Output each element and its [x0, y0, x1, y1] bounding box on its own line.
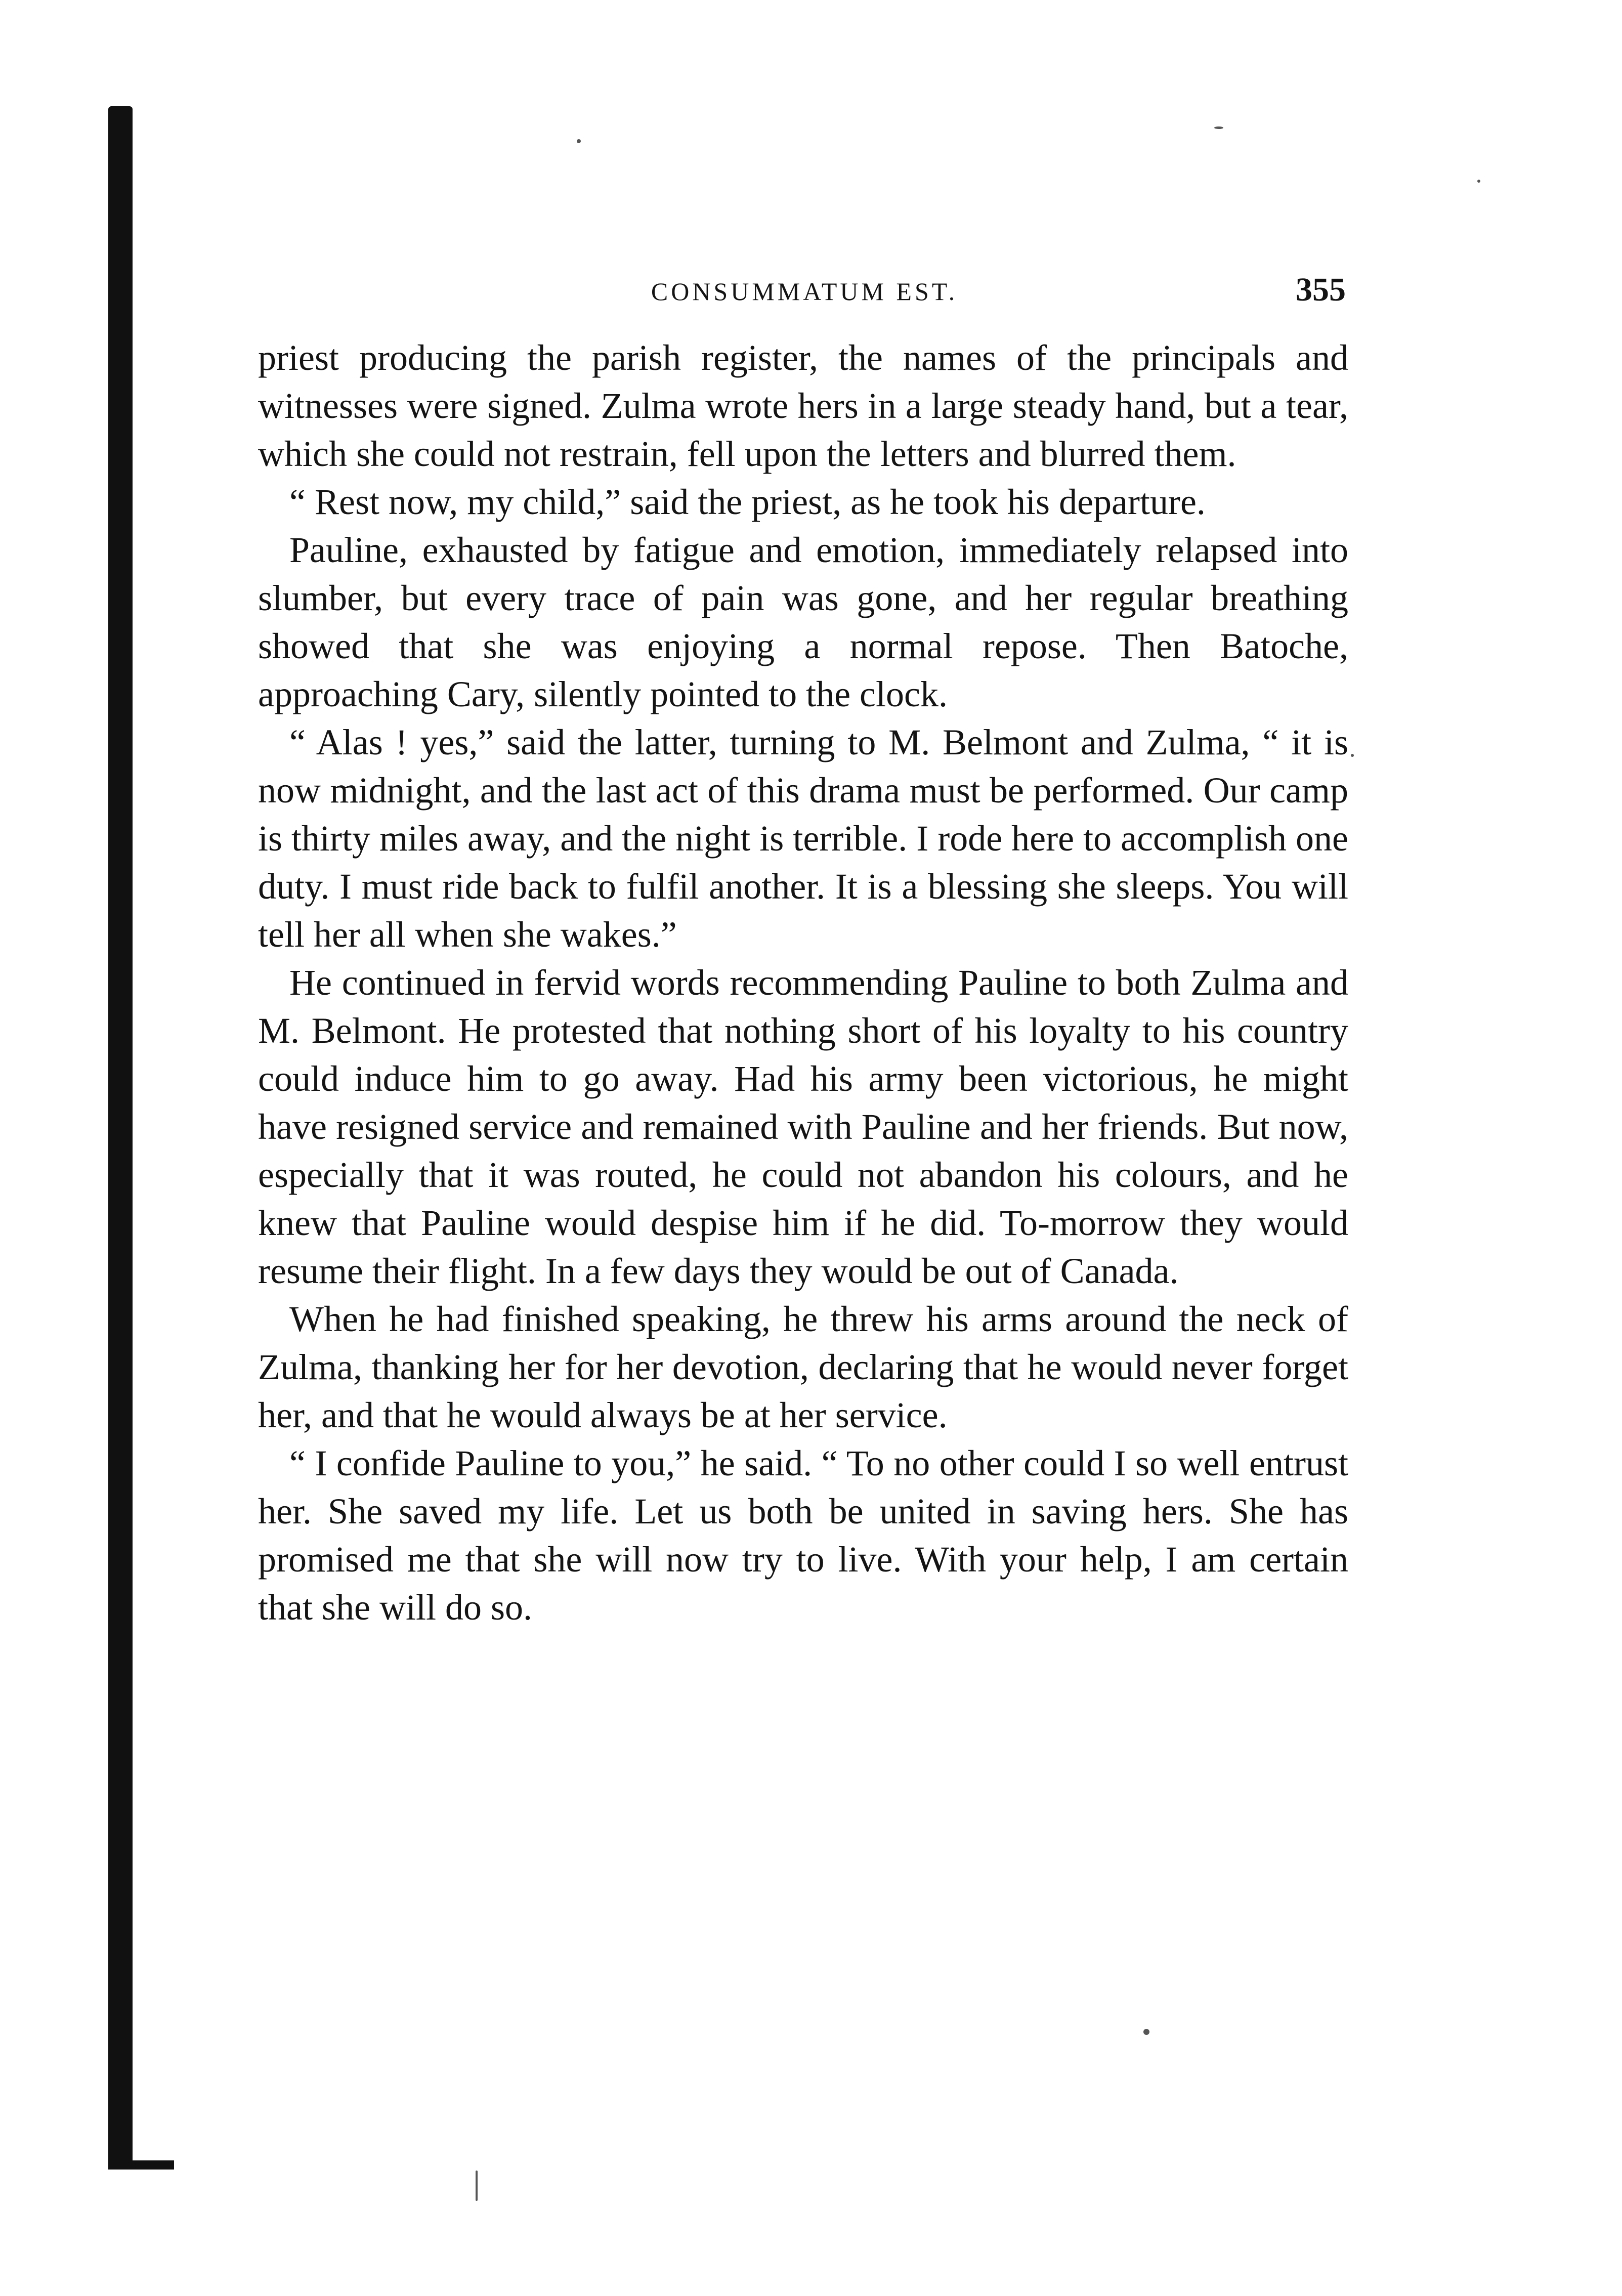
- paragraph-5: He continued in fervid words recommending Pauline to both Zulma and M. Belmont. He protested that nothing short of his loyalty to his country could induce him to go away. Had his army been victorious, he might have resigned service and remained with Pauline and her friends. But now, especially that it was routed, he could not abandon his colours, and he knew that Pauline would despise him if he did. To-morrow they would resume their flight. In a few days they would be out of Canada.: [258, 962, 1348, 1291]
- scan-speck: [1143, 2029, 1149, 2035]
- scan-speck: [577, 139, 581, 143]
- paragraph-3: Pauline, exhausted by fatigue and emotion, immediately relapsed into slumber, but every trace of pain was gone, and her regular breathing showed that she was enjoying a normal repose. Then Batoche, approaching Cary, silently pointed to the clock.: [258, 530, 1348, 714]
- paragraph-2: “ Rest now, my child,” said the priest, as he took his departure.: [289, 482, 1206, 522]
- scan-speck: [1351, 754, 1354, 757]
- page-text-body: [258, 334, 1348, 2024]
- running-head: [263, 271, 1346, 316]
- scan-speck: [1477, 180, 1480, 183]
- paragraph-6: When he had finished speaking, he threw his arms around the neck of Zulma, thanking her for her devotion, declaring that he would never forget her, and that he would always be at her service.: [258, 1299, 1348, 1435]
- scan-speck: [476, 2171, 478, 2201]
- binding-gutter-shadow: [108, 106, 133, 2165]
- running-title: CONSUMMATUM EST.: [651, 277, 958, 306]
- paragraph-7: “ I confide Pauline to you,” he said. “ To no other could I so well entrust her. She saved my life. Let us both be united in saving hers. She has promised me that she will now try to live. With your help, I am certain that she will do so.: [258, 1443, 1348, 1628]
- paragraph-4: “ Alas ! yes,” said the latter, turning to M. Belmont and Zulma, “ it is now midnight, and the last act of this drama must be performed. Our camp is thirty miles away, and the night is terrible. I rode here to accomplish one duty. I must ride back to fulfil another. It is a blessing she sleeps. You will tell her all when she wakes.”: [258, 722, 1348, 955]
- paragraph-1: priest producing the parish register, the names of the principals and witnesses were signed. Zulma wrote hers in a large steady hand, but a tear, which she could not restrain, fell upon the letters and blurred them.: [258, 337, 1348, 474]
- page-number: 355: [1296, 271, 1346, 308]
- binding-gutter-foot: [108, 2160, 174, 2170]
- scan-speck: [1214, 126, 1223, 129]
